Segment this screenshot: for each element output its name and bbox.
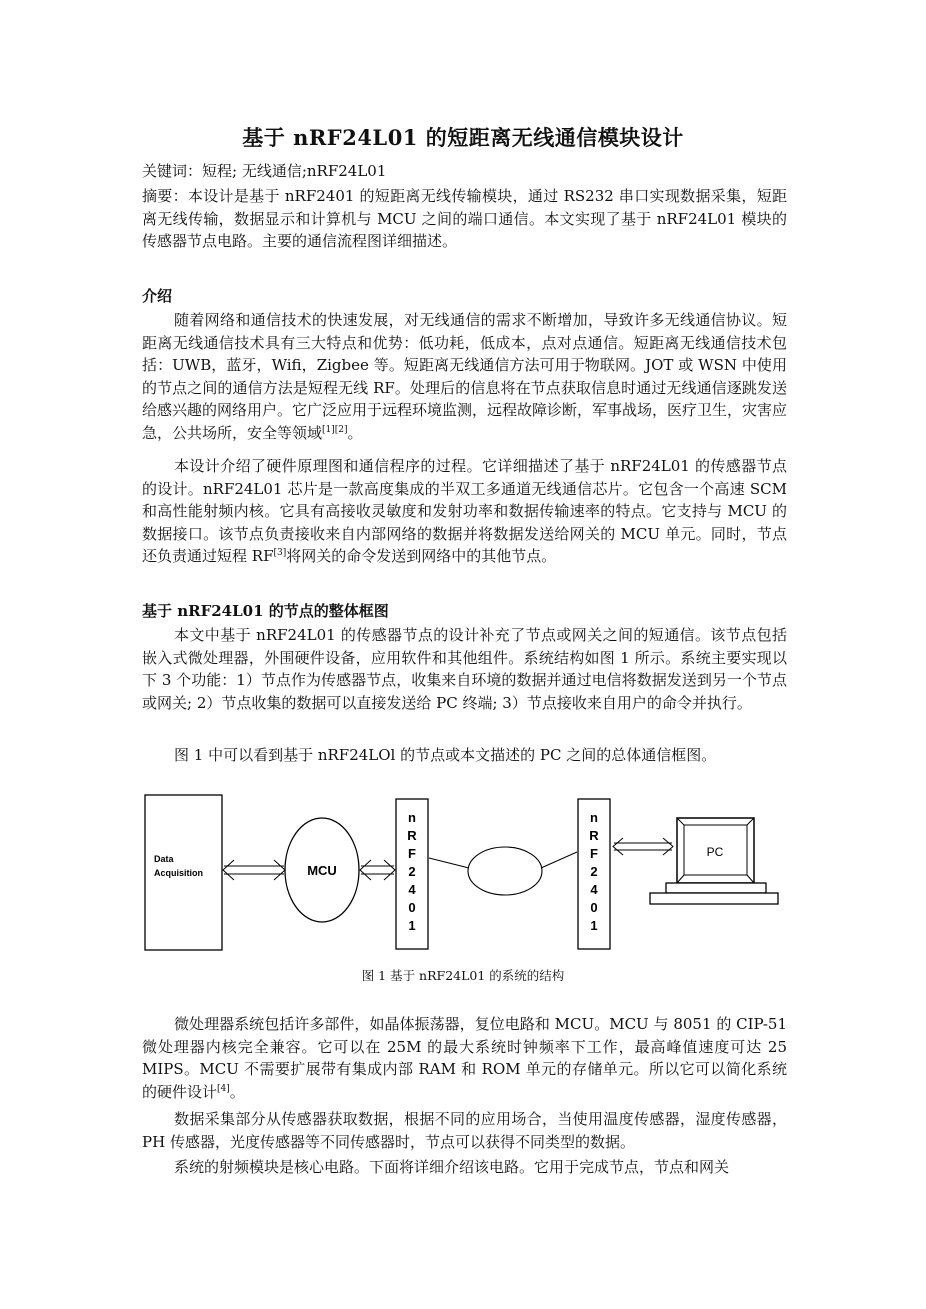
citation: [4] <box>217 1083 230 1094</box>
chip1-char: F <box>408 846 416 861</box>
wireless-channel-ellipse <box>468 847 542 895</box>
page-title: 基于 nRF24L01 的短距离无线通信模块设计 <box>242 125 684 150</box>
chip2-char: 0 <box>590 900 598 915</box>
double-arrow-icon <box>360 860 395 880</box>
frame-paragraph-1: 本文中基于 nRF24L01 的传感器节点的设计补充了节点或网关之间的短通信。该节点包括嵌入式微处理器，外围硬件设备，应用软件和其他组件。系统结构如图 1 所示。系统主要实现以下 3 个功能：1）节点作为传感器节点，收集来自环境的数据并通过电信将数据发送到另一个节点或网关; 2）节点收集的数据可以直接发送给 PC 终端; 3）节点接收来自用户的命令并执行。 <box>142 626 787 712</box>
chip2-char: n <box>590 810 598 825</box>
citation: [1][2] <box>322 424 348 435</box>
citation: [3] <box>273 548 287 558</box>
chip1-char: 1 <box>408 918 416 933</box>
body-paragraph-1: 微处理器系统包括许多部件，如晶体振荡器，复位电路和 MCU。MCU 与 8051 的 CIP-51 微处理器内核完全兼容。它可以在 25M 的最大系统时钟频率下工作，最高峰值速度可达 25 MIPS。MCU 不需要扩展带有集成内部 RAM 和 ROM 单元的存储单元。所以它可以简化系统的硬件设计[4]。 <box>142 1015 787 1101</box>
frame-paragraph-2: 图 1 中可以看到基于 nRF24LOl 的节点或本文描述的 PC 之间的总体通信框图。 <box>174 746 717 764</box>
section-heading-intro: 介绍 <box>142 287 173 305</box>
double-arrow-icon <box>613 838 673 855</box>
intro-paragraph-2: 本设计介绍了硬件原理图和通信程序的过程。它详细描述了基于 nRF24L01 的传感器节点的设计。nRF24L01 芯片是一款高度集成的半双工多通道无线通信芯片。它包含一个高速 SCM 和高性能射频内核。它具有高接收灵敏度和发射功率和数据传输速率的特点。它支持与 MCU 的数据接口。该节点负责接收来自内部网络的数据并将数据发送给网关的 MCU 单元。同时，节点还负责通过短程 RF[3]将网关的命令发送到网络中的其他节点。 <box>142 457 787 565</box>
double-arrow-icon <box>223 860 285 880</box>
chip1-char: n <box>408 810 416 825</box>
chip1-char: 4 <box>408 882 416 897</box>
chip2-char: 4 <box>590 882 598 897</box>
chip2-char: R <box>589 828 599 843</box>
body-paragraph-2: 数据采集部分从传感器获取数据，根据不同的应用场合，当使用温度传感器，湿度传感器，PH 传感器，光度传感器等不同传感器时，节点可以获得不同类型的数据。 <box>142 1110 787 1151</box>
abstract: 摘要：本设计是基于 nRF2401 的短距离无线传输模块，通过 RS232 串口实现数据采集，短距离无线传输，数据显示和计算机与 MCU 之间的端口通信。本文实现了基于 nRF24L01 模块的传感器节点电路。主要的通信流程图详细描述。 <box>142 187 787 250</box>
pc-label: PC <box>706 845 724 859</box>
chip2-char: F <box>590 846 598 861</box>
chip2-char: 2 <box>590 864 598 879</box>
section-heading-frame: 基于 nRF24L01 的节点的整体框图 <box>142 602 389 620</box>
data-acquisition-label-2: Acquisition <box>154 868 203 878</box>
intro-paragraph-1: 随着网络和通信技术的快速发展，对无线通信的需求不断增加，导致许多无线通信协议。短距离无线通信技术具有三大特点和优势：低功耗，低成本，点对点通信。短距离无线通信技术包括：UWB，蓝牙，Wifi，Zigbee 等。短距离无线通信方法可用于物联网。JOT 或 WSN 中使用的节点之间的通信方法是短程无线 RF。处理后的信息将在节点获取信息时通过无线通信逐跳发送给感兴趣的网络用户。它广泛应用于远程环境监测，远程故障诊断，军事战场，医疗卫生，灾害应急，公共场所，安全等领域[1][2]。 <box>142 311 788 442</box>
chip1-char: 0 <box>408 900 416 915</box>
chip1-char: R <box>407 828 417 843</box>
figure-1-block-diagram <box>142 788 792 958</box>
pc-icon <box>650 818 778 904</box>
chip2-char: 1 <box>590 918 598 933</box>
rf-link-left <box>429 858 469 868</box>
keywords: 关键词：短程; 无线通信;nRF24L01 <box>142 162 387 180</box>
chip1-char: 2 <box>408 864 416 879</box>
data-acquisition-label-1: Data <box>154 854 174 864</box>
mcu-label: MCU <box>307 863 337 878</box>
body-paragraph-3: 系统的射频模块是核心电路。下面将详细介绍该电路。它用于完成节点，节点和网关 <box>174 1158 730 1176</box>
figure-caption: 图 1 基于 nRF24L01 的系统的结构 <box>361 968 565 983</box>
rf-link-right <box>541 852 577 868</box>
